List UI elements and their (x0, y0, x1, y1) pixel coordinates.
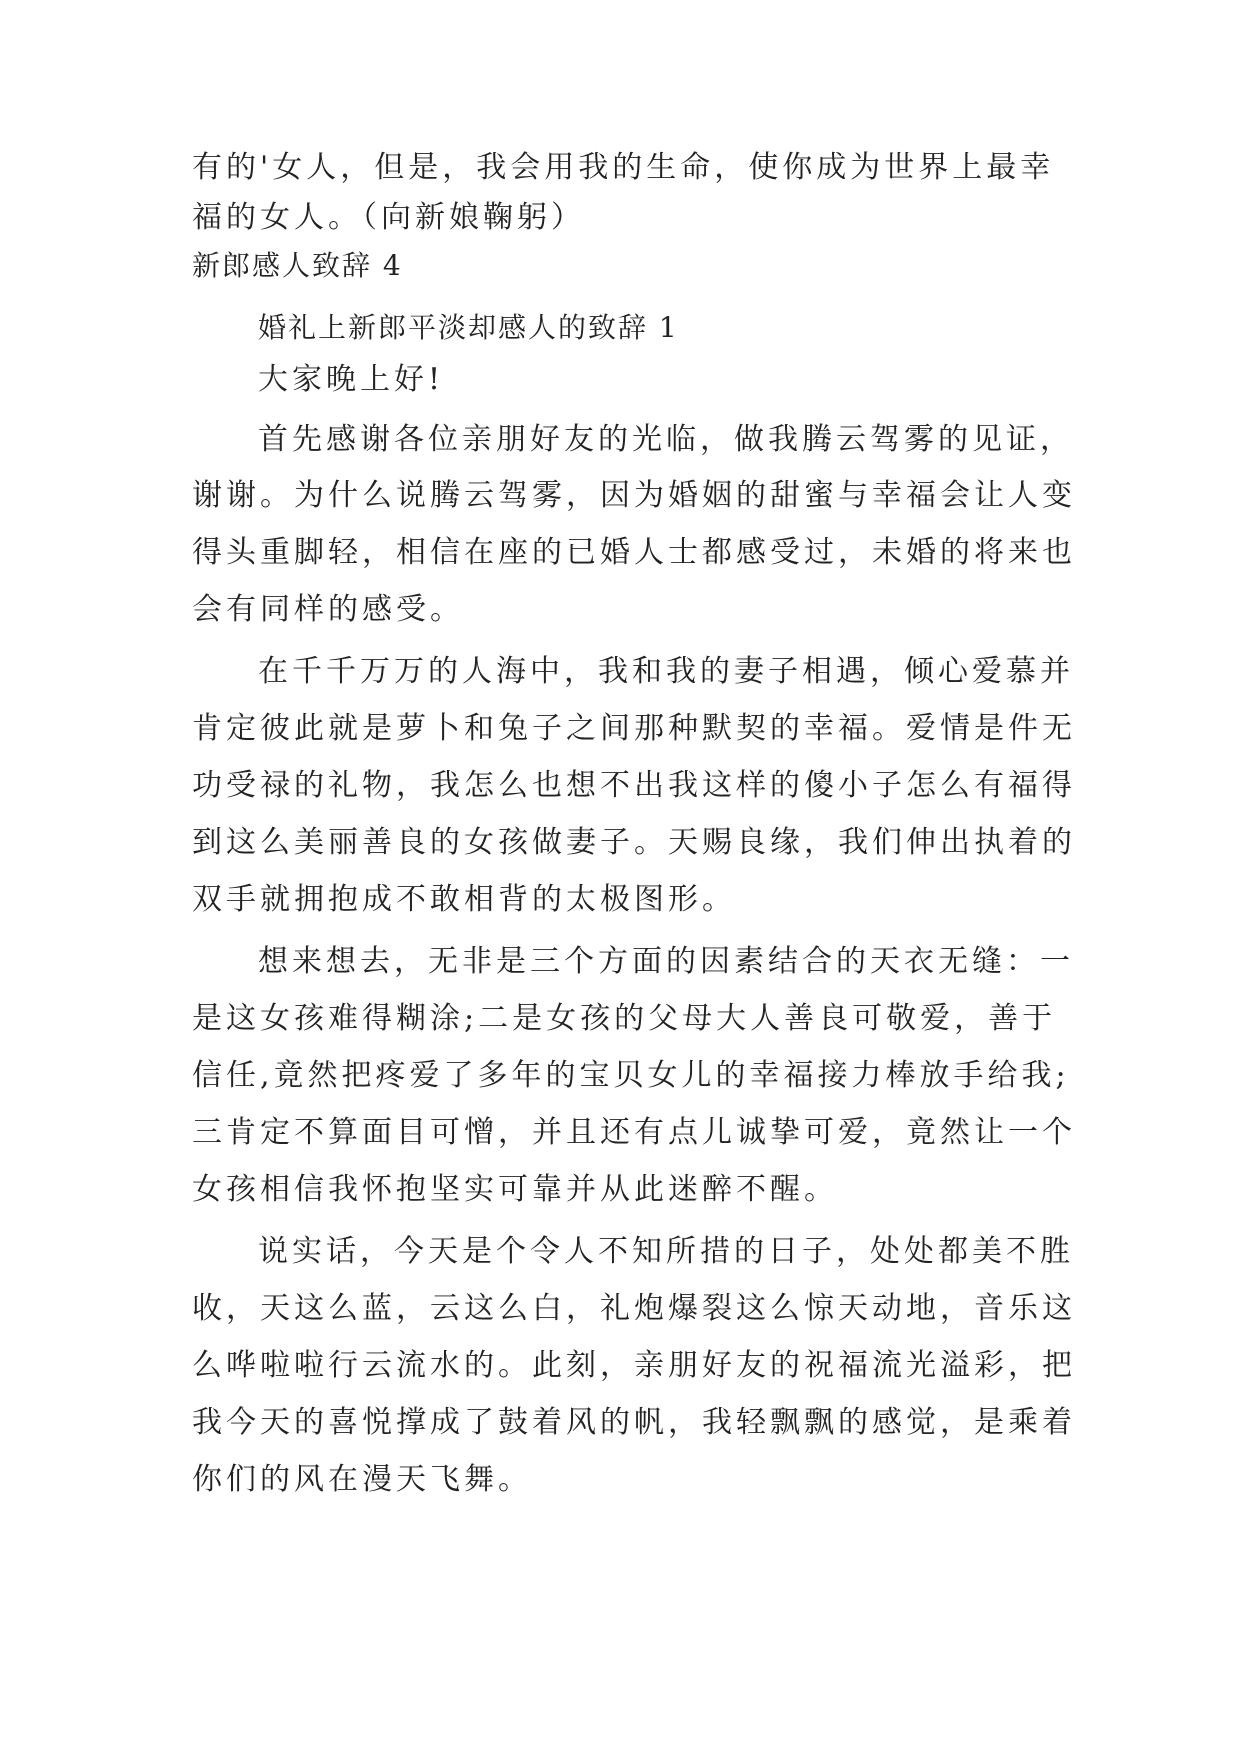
paragraph-line: 说实话，今天是个令人不知所措的日子，处处都美不胜 (258, 1234, 1074, 1269)
paragraph-line: 双手就拥抱成不敢相背的太极图形。 (192, 882, 736, 917)
paragraph-line: 是这女孩难得糊涂;二是女孩的父母大人善良可敬爱，善于 (192, 1001, 1057, 1036)
paragraph-line: 谢谢。为什么说腾云驾雾，因为婚姻的甜蜜与幸福会让人变 (192, 478, 1076, 513)
section-heading: 新郎感人致辞 4 (192, 249, 403, 282)
paragraph-line: 女孩相信我怀抱坚实可靠并从此迷醉不醒。 (192, 1172, 838, 1207)
body-text-line: 福的女人。（向新娘鞠躬） (192, 200, 585, 235)
paragraph-line: 得头重脚轻，相信在座的已婚人士都感受过，未婚的将来也 (192, 535, 1076, 570)
paragraph-line: 你们的风在漫天飞舞。 (192, 1462, 532, 1497)
paragraph-line: 在千千万万的人海中，我和我的妻子相遇，倾心爱慕并 (258, 654, 1074, 689)
body-text-line: 有的'女人，但是，我会用我的生命，使你成为世界上最幸 (192, 150, 1055, 185)
paragraph-line: 肯定彼此就是萝卜和兔子之间那种默契的幸福。爱情是件无 (192, 711, 1076, 746)
speech-title: 婚礼上新郎平淡却感人的致辞 1 (258, 311, 679, 344)
paragraph-line: 首先感谢各位亲朋好友的光临，做我腾云驾雾的见证， (258, 422, 1074, 457)
paragraph-line: 信任,竟然把疼爱了多年的宝贝女儿的幸福接力棒放手给我; (192, 1058, 1070, 1093)
greeting: 大家晚上好! (258, 362, 445, 397)
paragraph-line: 功受禄的礼物，我怎么也想不出我这样的傻小子怎么有福得 (192, 768, 1076, 803)
paragraph-line: 会有同样的感受。 (192, 592, 464, 627)
paragraph-line: 我今天的喜悦撑成了鼓着风的帆，我轻飘飘的感觉，是乘着 (192, 1405, 1076, 1440)
paragraph-line: 么哗啦啦行云流水的。此刻，亲朋好友的祝福流光溢彩，把 (192, 1348, 1076, 1383)
paragraph-line: 到这么美丽善良的女孩做妻子。天赐良缘，我们伸出执着的 (192, 825, 1076, 860)
paragraph-line: 三肯定不算面目可憎，并且还有点儿诚挚可爱，竟然让一个 (192, 1115, 1076, 1150)
paragraph-line: 收，天这么蓝，云这么白，礼炮爆裂这么惊天动地，音乐这 (192, 1291, 1076, 1326)
paragraph-line: 想来想去，无非是三个方面的因素结合的天衣无缝：一 (258, 944, 1074, 979)
